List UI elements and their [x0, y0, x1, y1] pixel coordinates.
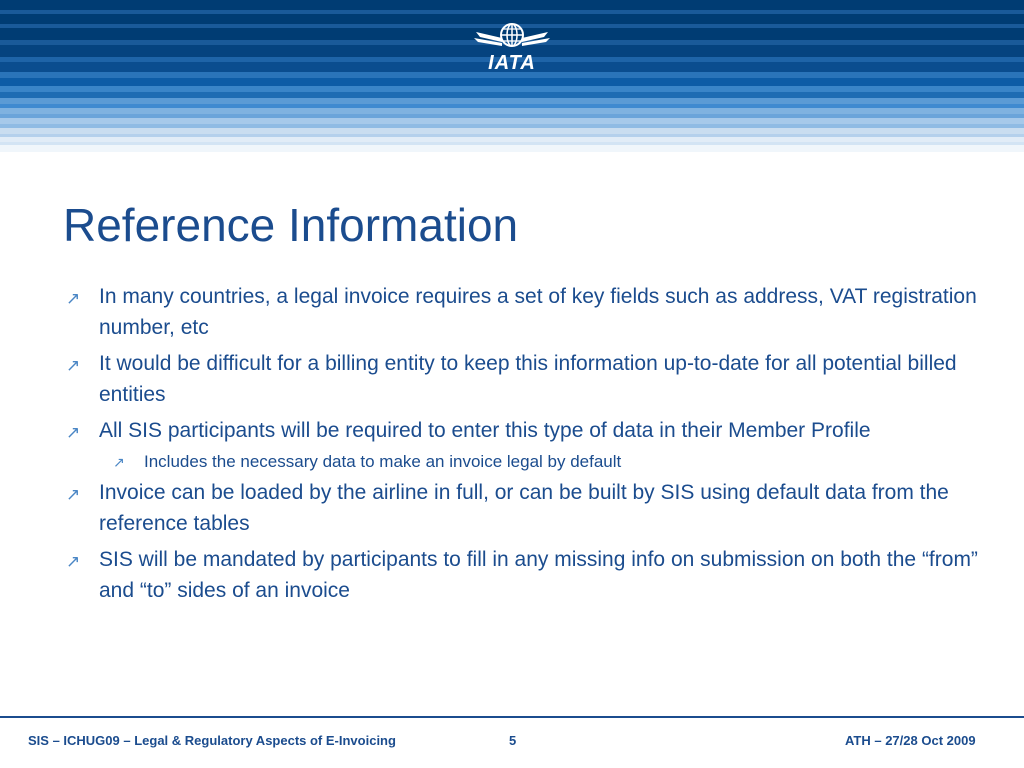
iata-logo	[472, 18, 552, 76]
header-stripe	[0, 78, 1024, 86]
bullet-text: Invoice can be loaded by the airline in full, or can be built by SIS using default data from the reference tables	[99, 481, 949, 535]
bullet-list	[62, 281, 982, 611]
page-number: 5	[509, 733, 517, 748]
header-banner	[0, 0, 1024, 152]
arrow-bullet-icon: ↗	[66, 552, 81, 571]
bullet-text: SIS will be mandated by participants to fill in any missing info on submission on both the “from” and “to” sides of an invoice	[99, 548, 978, 602]
arrow-bullet-icon: ↗	[66, 423, 81, 442]
logo-text: IATA	[488, 52, 536, 74]
arrow-bullet-icon: ↗	[66, 485, 81, 504]
globe-wings-icon	[472, 18, 552, 56]
arrow-bullet-icon: ↗	[113, 454, 125, 470]
arrow-bullet-icon: ↗	[66, 289, 81, 308]
sub-bullet-item	[62, 449, 982, 475]
bullet-text: All SIS participants will be required to enter this type of data in their Member Profile	[99, 419, 871, 442]
header-stripe	[0, 145, 1024, 152]
bullet-item	[62, 415, 982, 446]
arrow-bullet-icon: ↗	[66, 356, 81, 375]
header-stripe	[0, 0, 1024, 10]
slide-title: Reference Information	[63, 199, 519, 251]
bullet-text: In many countries, a legal invoice requires a set of key fields such as address, VAT registration number, etc	[99, 285, 977, 339]
bullet-text: Includes the necessary data to make an invoice legal by default	[144, 452, 622, 471]
bullet-item	[62, 281, 982, 343]
footer-date: ATH – 27/28 Oct 2009	[845, 733, 976, 748]
footer-divider	[0, 716, 1024, 718]
bullet-item	[62, 477, 982, 539]
bullet-text: It would be difficult for a billing entity to keep this information up-to-date for all potential billed entities	[99, 352, 957, 406]
bullet-item	[62, 348, 982, 410]
bullet-item	[62, 544, 982, 606]
footer-event-title: SIS – ICHUG09 – Legal & Regulatory Aspects of E-Invoicing	[28, 733, 396, 748]
